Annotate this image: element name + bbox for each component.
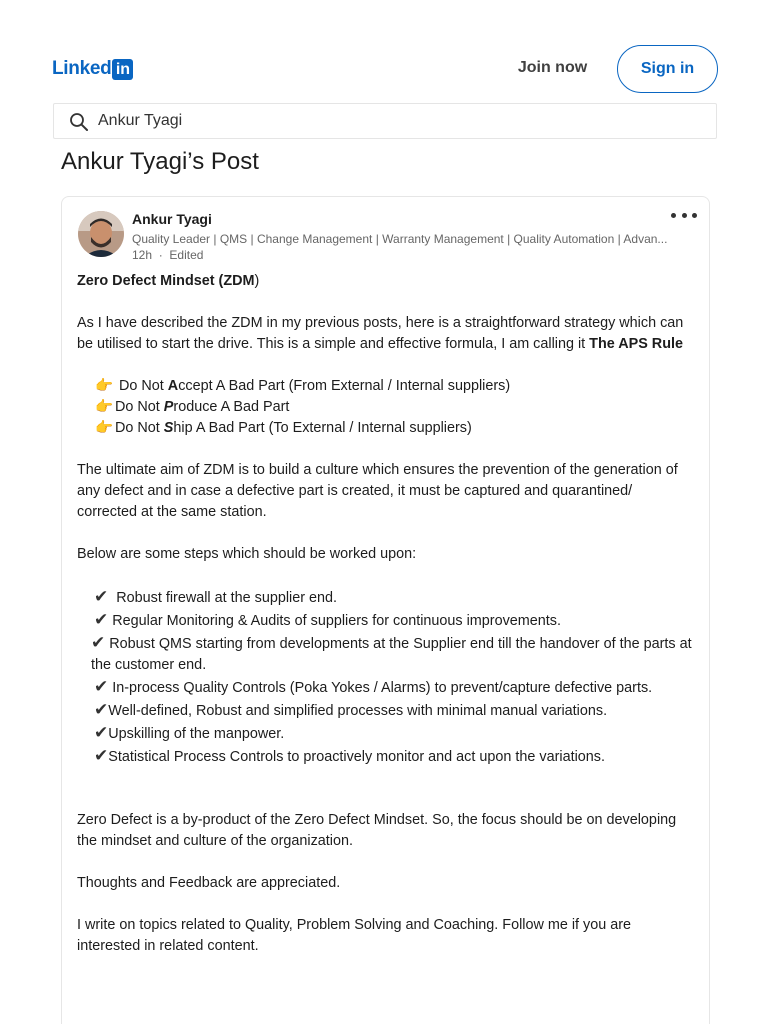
check-mark-icon: ✔ (94, 587, 109, 606)
meta-separator: · (155, 248, 167, 262)
step-item: ✔ Robust firewall at the supplier end. (94, 587, 338, 606)
page-title: Ankur Tyagi’s Post (61, 148, 259, 175)
post-outro: I write on topics related to Quality, Problem Solving and Coaching. Follow me if you are interested in related content. (77, 917, 632, 954)
post-meta (132, 248, 203, 262)
pointing-hand-icon: 👉 (95, 378, 113, 394)
pointing-hand-icon: 👉 (95, 420, 113, 436)
steps-intro: Below are some steps which should be worked upon: (77, 546, 417, 562)
check-mark-icon: ✔ (94, 700, 109, 719)
post-time: 12h (132, 248, 153, 262)
aps-item-produce: 👉 Do Not Produce A Bad Part (77, 397, 692, 418)
join-now-button[interactable]: Join now (517, 59, 588, 76)
post-aim: The ultimate aim of ZDM is to build a culture which ensures the prevention of the generation of any defect and in case a defective part is created, it must be captured and quarantined/ corrected at the same station. (77, 462, 678, 520)
check-mark-icon: ✔ (94, 677, 109, 696)
step-item: ✔Well-defined, Robust and simplified processes with minimal manual variations. (94, 700, 608, 719)
step-item: ✔Statistical Process Controls to proactively monitor and act upon the variations. (94, 746, 605, 765)
aps-item-ship: 👉 Do Not Ship A Bad Part (To External / Internal suppliers) (77, 418, 692, 439)
check-mark-icon: ✔ (91, 633, 106, 652)
logo-box-icon: in (112, 59, 133, 80)
step-item: ✔ Robust QMS starting from developments at the Supplier end till the handover of the parts at the customer end. (91, 633, 692, 673)
search-input[interactable] (98, 104, 698, 138)
step-item: ✔ Regular Monitoring & Audits of suppliers for continuous improvements. (94, 610, 561, 629)
check-mark-icon: ✔ (94, 610, 109, 629)
pointing-hand-icon: 👉 (95, 399, 113, 415)
check-mark-icon: ✔ (94, 723, 109, 742)
aps-item-accept: 👉 Do Not Accept A Bad Part (From External / Internal suppliers) (77, 376, 692, 397)
post-card (61, 196, 710, 1024)
aps-rule-label: The APS Rule (589, 336, 683, 352)
more-options-icon[interactable] (671, 209, 697, 221)
linkedin-logo[interactable] (52, 58, 133, 80)
avatar[interactable] (78, 211, 124, 257)
author-name[interactable]: Ankur Tyagi (132, 211, 212, 227)
post-conclusion: Zero Defect is a by-product of the Zero Defect Mindset. So, the focus should be on developing the mindset and culture of the organization. (77, 812, 677, 849)
post-heading: Zero Defect Mindset (ZDM) (77, 273, 260, 289)
search-bar[interactable] (53, 103, 717, 139)
logo-wordmark: Linked (52, 58, 112, 79)
search-icon (69, 112, 89, 132)
top-nav (0, 0, 768, 100)
author-headline: Quality Leader | QMS | Change Management | Warranty Management | Quality Automation | Advan... (132, 232, 668, 246)
step-item: ✔Upskilling of the manpower. (94, 723, 285, 742)
avatar-photo-icon (78, 211, 124, 257)
edited-label: Edited (169, 248, 204, 262)
step-item: ✔ In-process Quality Controls (Poka Yokes / Alarms) to prevent/capture defective parts. (94, 677, 653, 696)
check-mark-icon: ✔ (94, 746, 109, 765)
sign-in-button[interactable]: Sign in (617, 45, 718, 93)
post-body (77, 271, 692, 957)
post-intro: As I have described the ZDM in my previous posts, here is a straightforward strategy which can be utilised to start the drive. This is a simple and effective formula, I am calling it The APS Rule (77, 315, 684, 352)
post-feedback: Thoughts and Feedback are appreciated. (77, 875, 341, 891)
